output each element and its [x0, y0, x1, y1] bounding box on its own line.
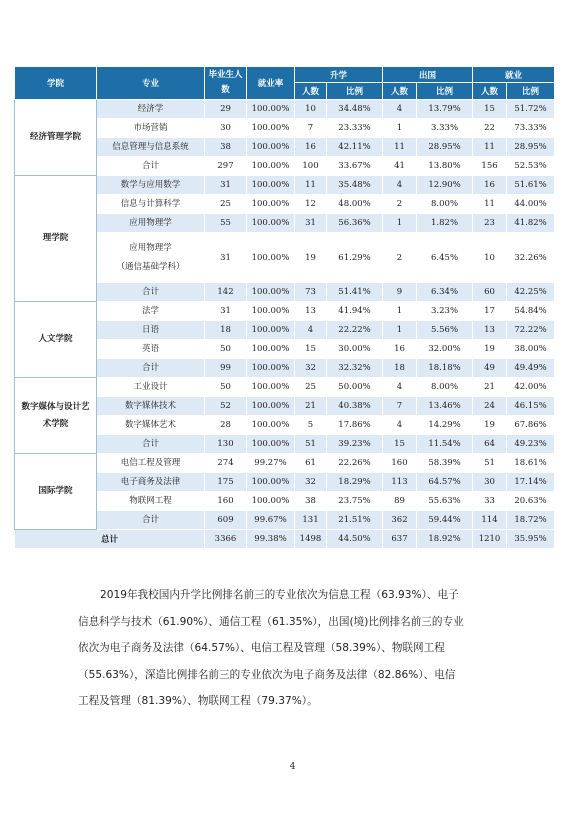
further-study-count: 32 — [295, 473, 327, 492]
employed-count: 19 — [473, 416, 507, 435]
header-count: 人数 — [295, 83, 327, 100]
further-study-count: 61 — [295, 454, 327, 473]
further-study-count: 7 — [295, 119, 327, 138]
employed-count: 24 — [473, 397, 507, 416]
further-study-count: 31 — [295, 214, 327, 233]
major-cell: 数字媒体艺术 — [97, 416, 205, 435]
employed-ratio: 17.14% — [507, 473, 555, 492]
abroad-ratio: 6.45% — [417, 233, 473, 283]
college-name: 国际学院 — [15, 454, 97, 530]
graduates-cell: 18 — [205, 321, 247, 340]
employed-count: 51 — [473, 454, 507, 473]
further-study-count: 131 — [295, 511, 327, 530]
employed-ratio: 41.82% — [507, 214, 555, 233]
graduates-cell: 160 — [205, 492, 247, 511]
employed-ratio: 51.61% — [507, 176, 555, 195]
further-study-count: 100 — [295, 157, 327, 176]
employed-count: 13 — [473, 321, 507, 340]
abroad-count: 362 — [383, 511, 417, 530]
abroad-ratio: 55.63% — [417, 492, 473, 511]
employed-ratio: 42.00% — [507, 378, 555, 397]
employed-count: 49 — [473, 359, 507, 378]
major-cell: 物联网工程 — [97, 492, 205, 511]
abroad-ratio: 12.90% — [417, 176, 473, 195]
rate-cell: 100.00% — [247, 359, 295, 378]
abroad-count: 7 — [383, 397, 417, 416]
graduates-cell: 609 — [205, 511, 247, 530]
rate-cell: 100.00% — [247, 157, 295, 176]
further-study-count: 51 — [295, 435, 327, 454]
graduates-cell: 175 — [205, 473, 247, 492]
employed-count: 60 — [473, 283, 507, 302]
table-row — [15, 454, 555, 473]
employed-ratio: 18.61% — [507, 454, 555, 473]
college-name: 人文学院 — [15, 302, 97, 378]
further-study-ratio: 23.75% — [327, 492, 383, 511]
further-study-ratio: 40.38% — [327, 397, 383, 416]
employed-count: 64 — [473, 435, 507, 454]
further-study-count: 16 — [295, 138, 327, 157]
table-row — [15, 176, 555, 195]
employed-count: 21 — [473, 378, 507, 397]
graduates-cell: 38 — [205, 138, 247, 157]
further-study-count: 32 — [295, 359, 327, 378]
further-study-ratio: 22.22% — [327, 321, 383, 340]
further-study-ratio: 21.51% — [327, 511, 383, 530]
employed-ratio: 49.23% — [507, 435, 555, 454]
graduates-cell: 130 — [205, 435, 247, 454]
abroad-ratio: 18.92% — [417, 530, 473, 549]
major-cell: 合计 — [97, 435, 205, 454]
page-number: 4 — [289, 762, 296, 772]
employed-ratio: 44.00% — [507, 195, 555, 214]
header-ratio: 比例 — [327, 83, 383, 100]
abroad-ratio: 32.00% — [417, 340, 473, 359]
further-study-count: 15 — [295, 340, 327, 359]
employed-count: 23 — [473, 214, 507, 233]
major-line1: 应用物理学 — [129, 242, 172, 253]
graduates-cell: 297 — [205, 157, 247, 176]
rate-cell: 100.00% — [247, 214, 295, 233]
employed-count: 11 — [473, 138, 507, 157]
major-cell — [97, 233, 205, 283]
further-study-ratio: 48.00% — [327, 195, 383, 214]
employed-count: 156 — [473, 157, 507, 176]
further-study-ratio: 56.36% — [327, 214, 383, 233]
rate-cell: 100.00% — [247, 302, 295, 321]
further-study-count: 21 — [295, 397, 327, 416]
abroad-count: 15 — [383, 435, 417, 454]
employed-ratio: 38.00% — [507, 340, 555, 359]
header-ratio: 比例 — [507, 83, 555, 100]
graduates-cell: 3366 — [205, 530, 247, 549]
further-study-count: 1498 — [295, 530, 327, 549]
abroad-count: 4 — [383, 176, 417, 195]
further-study-ratio: 61.29% — [327, 233, 383, 283]
rate-cell: 99.67% — [247, 511, 295, 530]
further-study-ratio: 50.00% — [327, 378, 383, 397]
abroad-ratio: 11.54% — [417, 435, 473, 454]
abroad-count: 637 — [383, 530, 417, 549]
rate-cell: 100.00% — [247, 195, 295, 214]
employed-count: 16 — [473, 176, 507, 195]
employed-count: 30 — [473, 473, 507, 492]
header-employment-rate: 就业率 — [247, 67, 295, 100]
further-study-ratio: 44.50% — [327, 530, 383, 549]
abroad-ratio: 3.23% — [417, 302, 473, 321]
employed-ratio: 52.53% — [507, 157, 555, 176]
rate-cell: 100.00% — [247, 378, 295, 397]
employed-count: 11 — [473, 195, 507, 214]
further-study-ratio: 23.33% — [327, 119, 383, 138]
header-further-study: 升学 — [295, 67, 383, 83]
graduates-cell: 25 — [205, 195, 247, 214]
major-cell: 合计 — [97, 283, 205, 302]
rate-cell: 100.00% — [247, 340, 295, 359]
further-study-ratio: 42.11% — [327, 138, 383, 157]
abroad-ratio: 6.34% — [417, 283, 473, 302]
summary-paragraph — [78, 582, 518, 715]
header-graduates: 毕业生人数 — [205, 67, 247, 100]
abroad-ratio: 13.46% — [417, 397, 473, 416]
major-cell: 合计 — [97, 359, 205, 378]
abroad-count: 160 — [383, 454, 417, 473]
rate-cell: 100.00% — [247, 100, 295, 119]
college-name: 理学院 — [15, 176, 97, 302]
further-study-ratio: 32.32% — [327, 359, 383, 378]
header-count: 人数 — [383, 83, 417, 100]
abroad-ratio: 1.82% — [417, 214, 473, 233]
further-study-count: 19 — [295, 233, 327, 283]
further-study-count: 13 — [295, 302, 327, 321]
college-name: 经济管理学院 — [15, 100, 97, 176]
abroad-ratio: 64.57% — [417, 473, 473, 492]
abroad-count: 11 — [383, 138, 417, 157]
paragraph-line: 工程及管理（81.39%）、物联网工程（79.37%）。 — [78, 695, 318, 707]
graduates-cell: 30 — [205, 119, 247, 138]
abroad-ratio: 58.39% — [417, 454, 473, 473]
further-study-count: 4 — [295, 321, 327, 340]
major-cell: 应用物理学 — [97, 214, 205, 233]
header-abroad: 出国 — [383, 67, 473, 83]
employment-table — [14, 66, 555, 549]
employed-ratio: 35.95% — [507, 530, 555, 549]
graduates-cell: 274 — [205, 454, 247, 473]
abroad-count: 1 — [383, 302, 417, 321]
major-cell: 信息管理与信息系统 — [97, 138, 205, 157]
major-line2: （通信基础学科） — [116, 261, 185, 272]
graduates-cell: 99 — [205, 359, 247, 378]
further-study-count: 25 — [295, 378, 327, 397]
abroad-ratio: 59.44% — [417, 511, 473, 530]
abroad-count: 16 — [383, 340, 417, 359]
rate-cell: 100.00% — [247, 283, 295, 302]
paragraph-line: 依次为电子商务及法律（64.57%）、电信工程及管理（58.39%）、物联网工程 — [78, 642, 445, 654]
rate-cell: 100.00% — [247, 492, 295, 511]
major-cell: 经济学 — [97, 100, 205, 119]
abroad-ratio: 3.33% — [417, 119, 473, 138]
rate-cell: 100.00% — [247, 321, 295, 340]
abroad-count: 18 — [383, 359, 417, 378]
paragraph-line: 2019年我校国内升学比例排名前三的专业依次为信息工程（63.93%）、电子 — [100, 589, 459, 601]
employed-count: 22 — [473, 119, 507, 138]
graduates-cell: 55 — [205, 214, 247, 233]
abroad-count: 113 — [383, 473, 417, 492]
major-cell: 市场营销 — [97, 119, 205, 138]
employed-ratio: 72.22% — [507, 321, 555, 340]
employed-ratio: 46.15% — [507, 397, 555, 416]
further-study-ratio: 30.00% — [327, 340, 383, 359]
employed-ratio: 42.25% — [507, 283, 555, 302]
graduates-cell: 142 — [205, 283, 247, 302]
abroad-ratio: 14.29% — [417, 416, 473, 435]
major-cell: 法学 — [97, 302, 205, 321]
paragraph-line: 信息科学与技术（61.90%）、通信工程（61.35%），出国(境)比例排名前三的专业 — [78, 615, 464, 628]
rate-cell: 99.38% — [247, 530, 295, 549]
employed-ratio: 20.63% — [507, 492, 555, 511]
employed-ratio: 73.33% — [507, 119, 555, 138]
rate-cell: 100.00% — [247, 138, 295, 157]
further-study-ratio: 18.29% — [327, 473, 383, 492]
major-cell: 合计 — [97, 511, 205, 530]
employed-count: 33 — [473, 492, 507, 511]
graduates-cell: 31 — [205, 176, 247, 195]
abroad-count: 4 — [383, 416, 417, 435]
header-ratio: 比例 — [417, 83, 473, 100]
graduates-cell: 52 — [205, 397, 247, 416]
major-cell: 信息与计算科学 — [97, 195, 205, 214]
major-cell: 日语 — [97, 321, 205, 340]
abroad-count: 89 — [383, 492, 417, 511]
further-study-count: 73 — [295, 283, 327, 302]
employed-count: 114 — [473, 511, 507, 530]
abroad-count: 1 — [383, 321, 417, 340]
employed-count: 10 — [473, 233, 507, 283]
further-study-count: 12 — [295, 195, 327, 214]
further-study-count: 10 — [295, 100, 327, 119]
abroad-count: 2 — [383, 233, 417, 283]
abroad-ratio: 13.79% — [417, 100, 473, 119]
graduates-cell: 31 — [205, 302, 247, 321]
graduates-cell: 29 — [205, 100, 247, 119]
major-cell: 数字媒体技术 — [97, 397, 205, 416]
abroad-ratio: 28.95% — [417, 138, 473, 157]
abroad-ratio: 8.00% — [417, 378, 473, 397]
graduates-cell: 50 — [205, 340, 247, 359]
graduates-cell: 31 — [205, 233, 247, 283]
abroad-ratio: 13.80% — [417, 157, 473, 176]
table-row — [15, 302, 555, 321]
header-college: 学院 — [15, 67, 97, 100]
further-study-count: 38 — [295, 492, 327, 511]
employed-ratio: 67.86% — [507, 416, 555, 435]
further-study-count: 5 — [295, 416, 327, 435]
further-study-ratio: 39.23% — [327, 435, 383, 454]
rate-cell: 100.00% — [247, 119, 295, 138]
further-study-count: 11 — [295, 176, 327, 195]
abroad-count: 41 — [383, 157, 417, 176]
employed-count: 15 — [473, 100, 507, 119]
employed-ratio: 51.72% — [507, 100, 555, 119]
table-row — [15, 378, 555, 397]
graduates-cell: 50 — [205, 378, 247, 397]
table-row-total — [15, 530, 555, 549]
abroad-count: 1 — [383, 214, 417, 233]
employed-ratio: 28.95% — [507, 138, 555, 157]
college-name: 数字媒体与设计艺术学院 — [15, 378, 97, 454]
further-study-ratio: 34.48% — [327, 100, 383, 119]
further-study-ratio: 41.94% — [327, 302, 383, 321]
abroad-count: 1 — [383, 119, 417, 138]
rate-cell: 100.00% — [247, 416, 295, 435]
major-cell: 英语 — [97, 340, 205, 359]
rate-cell: 100.00% — [247, 397, 295, 416]
major-cell: 电子商务及法律 — [97, 473, 205, 492]
further-study-ratio: 35.48% — [327, 176, 383, 195]
further-study-ratio: 51.41% — [327, 283, 383, 302]
employed-count: 19 — [473, 340, 507, 359]
header-employed: 就业 — [473, 67, 555, 83]
employed-count: 1210 — [473, 530, 507, 549]
employed-ratio: 18.72% — [507, 511, 555, 530]
total-label: 总计 — [15, 530, 205, 549]
abroad-count: 9 — [383, 283, 417, 302]
further-study-ratio: 22.26% — [327, 454, 383, 473]
major-cell: 电信工程及管理 — [97, 454, 205, 473]
abroad-ratio: 5.56% — [417, 321, 473, 340]
abroad-ratio: 8.00% — [417, 195, 473, 214]
table-row — [15, 100, 555, 119]
further-study-ratio: 33.67% — [327, 157, 383, 176]
rate-cell: 100.00% — [247, 176, 295, 195]
paragraph-line: （55.63%），深造比例排名前三的专业依次为电子商务及法律（82.86%）、电信 — [78, 668, 456, 681]
employed-ratio: 32.26% — [507, 233, 555, 283]
major-cell: 合计 — [97, 157, 205, 176]
header-count: 人数 — [473, 83, 507, 100]
abroad-count: 4 — [383, 378, 417, 397]
rate-cell: 100.00% — [247, 473, 295, 492]
employed-ratio: 49.49% — [507, 359, 555, 378]
major-cell: 工业设计 — [97, 378, 205, 397]
header-major: 专业 — [97, 67, 205, 100]
rate-cell: 100.00% — [247, 435, 295, 454]
abroad-count: 4 — [383, 100, 417, 119]
further-study-ratio: 17.86% — [327, 416, 383, 435]
rate-cell: 99.27% — [247, 454, 295, 473]
employed-count: 17 — [473, 302, 507, 321]
abroad-ratio: 18.18% — [417, 359, 473, 378]
abroad-count: 2 — [383, 195, 417, 214]
graduates-cell: 28 — [205, 416, 247, 435]
major-cell: 数学与应用数学 — [97, 176, 205, 195]
rate-cell: 100.00% — [247, 233, 295, 283]
employed-ratio: 54.84% — [507, 302, 555, 321]
